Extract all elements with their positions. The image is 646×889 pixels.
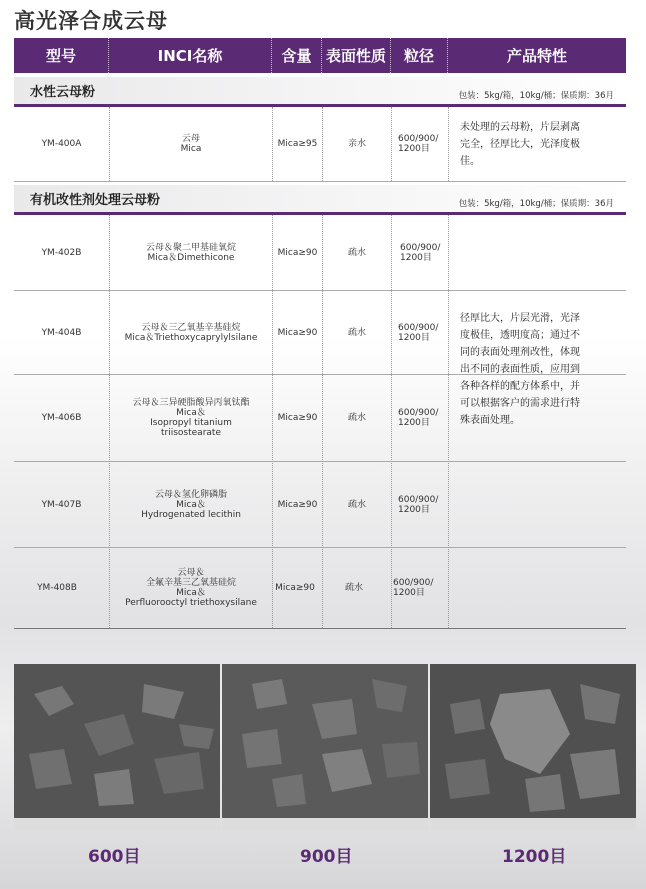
feature-line: 出不同的表面性质，应用到 (460, 364, 580, 375)
cell-content: Mica≥95 (277, 139, 318, 149)
section-title: 水性云母粉 (30, 85, 96, 100)
cell-inci (110, 107, 272, 181)
cell-size (398, 107, 448, 181)
page-title: 高光泽合成云母 (14, 9, 168, 33)
inci-line: 全氟辛基三乙氧基硅烷 (145, 578, 236, 588)
section-title: 有机改性剂处理云母粉 (30, 193, 161, 208)
cell-inci (110, 215, 272, 290)
size-line: 600/900/ (393, 578, 434, 588)
feature-line: 未处理的云母粉，片层剥离 (460, 122, 580, 133)
size-line: 1200目 (400, 252, 432, 263)
inci-line: 云母＆氢化卵磷脂 (154, 489, 227, 500)
inci-line: Mica＆ (176, 408, 206, 418)
cell-surface: 疏水 (347, 247, 366, 258)
feature-line: 可以根据客户的需求进行特 (460, 398, 580, 409)
inci-line: 云母＆ (177, 568, 205, 578)
col-divider (391, 107, 392, 181)
row-divider (14, 181, 626, 182)
inci-line: triisostearate (161, 428, 221, 438)
feature-water (460, 119, 620, 170)
cell-surface: 亲水 (347, 139, 366, 149)
inci-line: 云母＆三异硬脂酸异丙氧钛酯 (132, 398, 250, 408)
inci-line: Mica＆ (176, 588, 206, 598)
cell-surface: 疏水 (347, 413, 366, 423)
size-line: 600/900/ (398, 494, 439, 505)
feature-line: 度极佳，透明度高；通过不 (460, 330, 580, 341)
col-divider (391, 215, 392, 628)
section-organic (14, 185, 626, 215)
cell-size (398, 375, 448, 461)
sem-photo-600 (14, 664, 220, 830)
sem-photo-900 (222, 664, 428, 830)
header-model: 型号 (14, 38, 109, 73)
cell-surface: 疏水 (347, 327, 366, 338)
inci-line: Mica＆Triethoxycaprylylsilane (124, 332, 258, 343)
caption-1200: 1200目 (502, 847, 567, 867)
section-water (14, 77, 626, 107)
cell-content: Mica≥90 (277, 327, 318, 338)
feature-line: 殊表面处理。 (460, 415, 520, 426)
inci-line: Perfluorooctyl triethoxysilane (125, 598, 257, 608)
cell-content: Mica≥90 (277, 499, 318, 510)
cell-content: Mica≥90 (277, 413, 318, 423)
section-packaging: 包装：5kg/箱，10kg/桶；保质期：36月 (458, 91, 614, 101)
cell-surface: 疏水 (347, 499, 366, 510)
cell-surface: 疏水 (344, 583, 363, 593)
feature-line: 径厚比大，片层光滑，光泽 (460, 313, 580, 324)
size-line: 1200目 (398, 418, 430, 428)
feature-organic (460, 310, 622, 429)
cell-model: YM-402B (41, 247, 82, 258)
inci-line: 云母＆聚二甲基硅氧烷 (145, 242, 236, 253)
feature-line: 佳。 (460, 156, 480, 167)
caption-900: 900目 (300, 847, 353, 867)
cell-model: YM-408B (37, 583, 77, 593)
cell-model: YM-407B (41, 499, 82, 510)
size-line: 600/900/ (398, 408, 439, 418)
sem-photo-1200 (430, 664, 636, 830)
size-line: 1200目 (398, 144, 430, 154)
feature-line: 完全，径厚比大，光泽度极 (460, 139, 580, 150)
size-line: 1200目 (398, 332, 430, 343)
header-surface: 表面性质 (322, 38, 391, 73)
col-divider (448, 107, 449, 181)
size-line: 600/900/ (398, 134, 439, 144)
cell-size (398, 462, 448, 547)
header-inci: INCI名称 (109, 38, 272, 73)
section-packaging: 包装：5kg/箱，10kg/桶；保质期：36月 (458, 199, 614, 209)
feature-line: 各种各样的配方体系中，并 (460, 381, 580, 392)
size-line: 600/900/ (398, 322, 439, 333)
cell-inci (110, 548, 272, 628)
inci-line: Hydrogenated lecithin (141, 509, 241, 520)
cell-size (400, 215, 448, 290)
size-line: 1200目 (398, 504, 430, 515)
cell-model: YM-406B (41, 413, 82, 423)
inci-line: Mica (180, 144, 202, 154)
table-bottom-line (14, 628, 626, 629)
cell-inci (110, 375, 272, 461)
feature-line: 同的表面处理剂改性，体现 (460, 347, 580, 358)
cell-size (393, 548, 448, 628)
cell-model: YM-400A (41, 139, 82, 149)
inci-line: Mica＆Dimethicone (147, 252, 235, 263)
size-line: 1200目 (393, 588, 425, 598)
header-size: 粒径 (391, 38, 448, 73)
header-feature: 产品特性 (506, 47, 567, 65)
cell-content: Mica≥90 (275, 583, 315, 593)
cell-size (398, 291, 448, 374)
cell-content: Mica≥90 (277, 247, 318, 258)
cell-model: YM-404B (41, 327, 82, 338)
col-divider (448, 215, 449, 628)
cell-inci (110, 291, 272, 374)
cell-inci (110, 462, 272, 547)
header-content: 含量 (272, 38, 322, 73)
inci-line: Isopropyl titanium (150, 418, 232, 428)
inci-line: 云母＆三乙氧基辛基硅烷 (141, 322, 241, 333)
table-header (14, 38, 626, 73)
size-line: 600/900/ (400, 242, 441, 253)
caption-600: 600目 (88, 847, 141, 867)
inci-line: Mica＆ (176, 499, 206, 510)
inci-line: 云母 (181, 134, 200, 144)
